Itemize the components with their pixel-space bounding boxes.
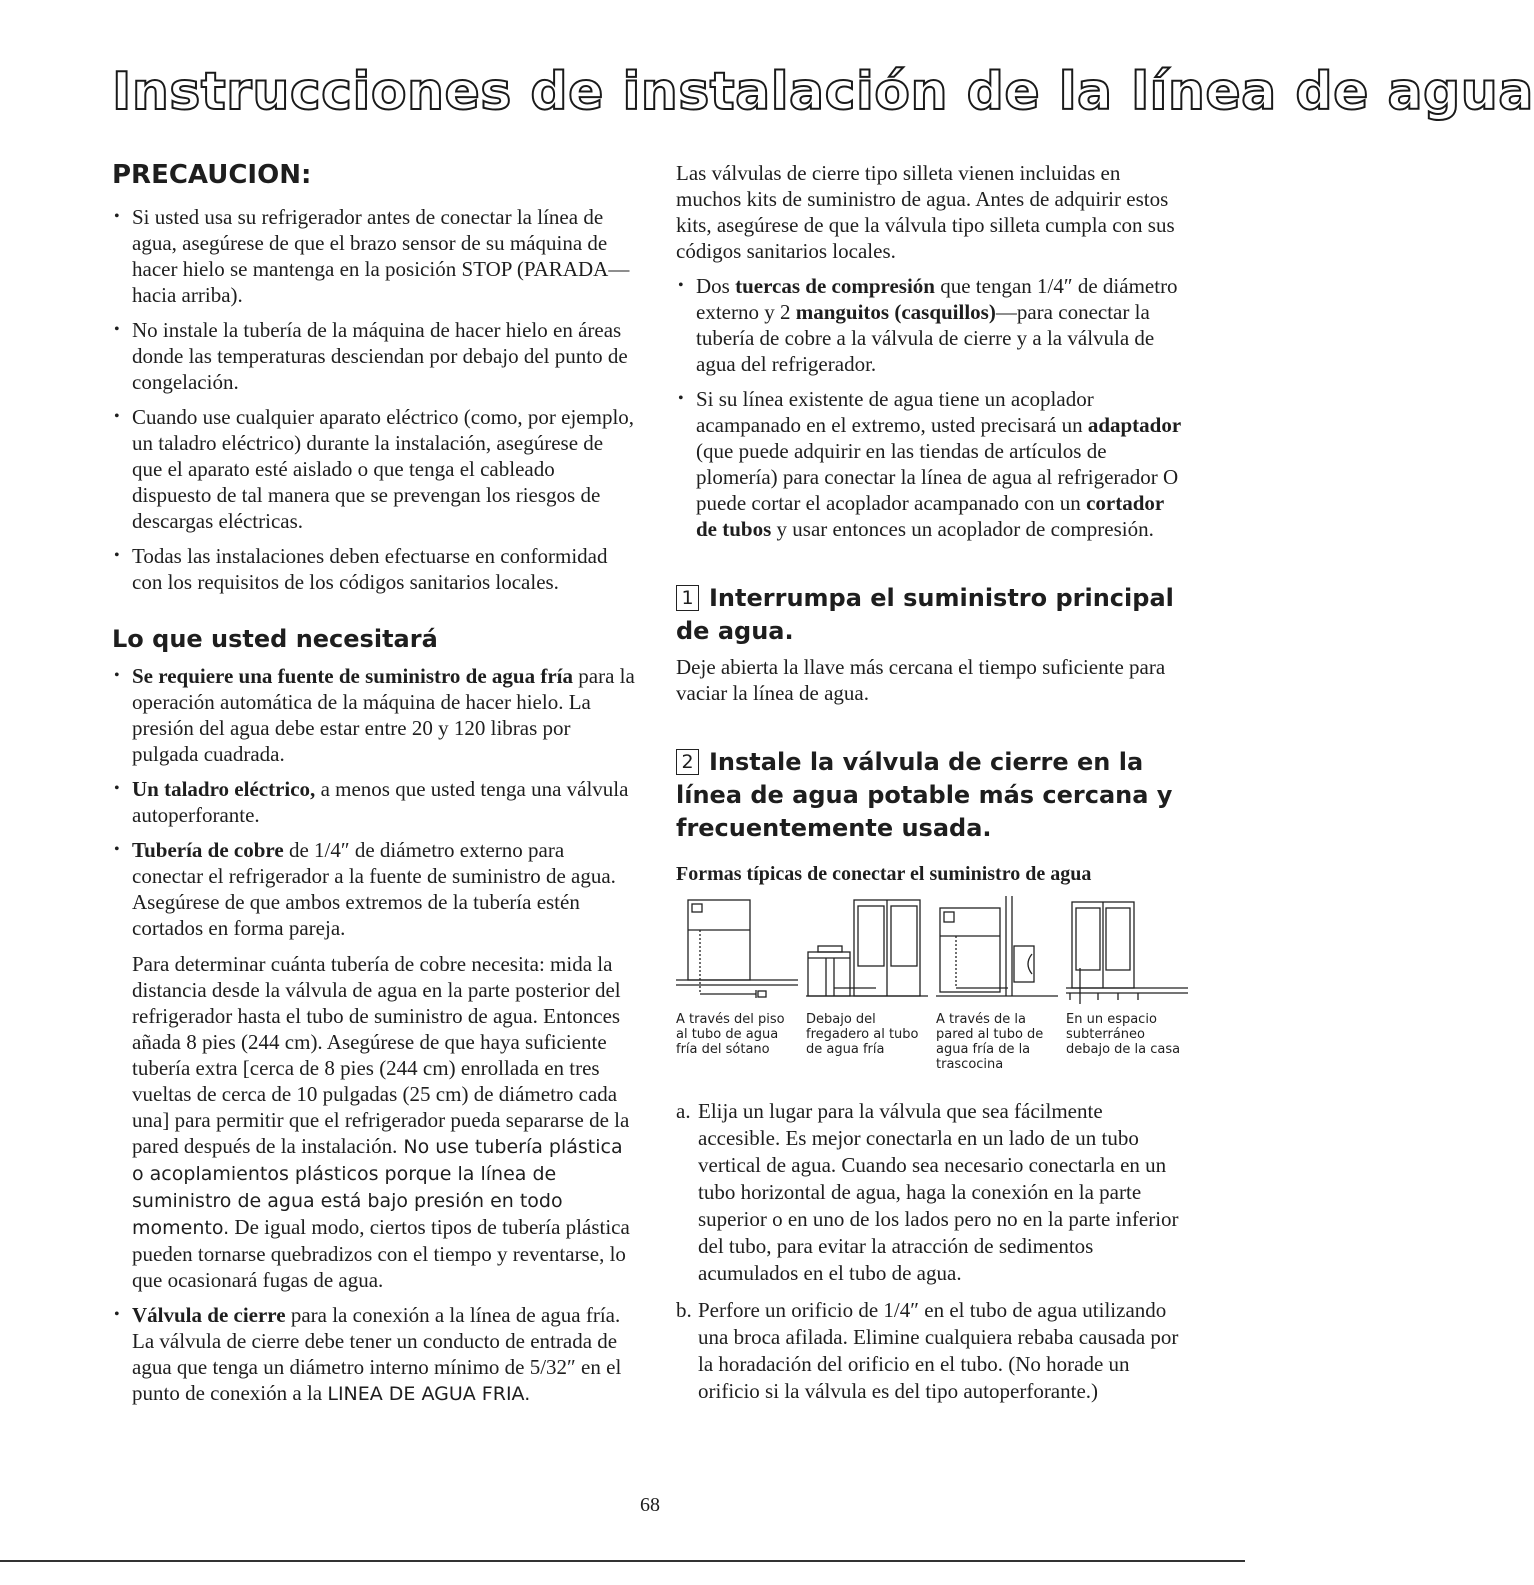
bold-text: cortador de tubos — [696, 491, 1164, 541]
figure-sink — [806, 896, 928, 1072]
text: Si su línea existente de agua tiene un acoplador acampanado en el extremo, usted precisará un — [696, 387, 1094, 437]
step2-heading-text: Instale la válvula de cierre en la línea de agua potable más cercana y frecuentemente usada. — [676, 748, 1173, 842]
fridge-basement-illustration — [676, 896, 798, 1006]
bold-text: tuercas de compresión — [735, 274, 935, 298]
tubing-paragraph — [132, 951, 637, 1293]
caution-item: • Todas las instalaciones deben efectuarse en conformidad con los requisitos de los códigos sanitarios locales. — [112, 543, 637, 595]
needs-item-sans: LINEA DE AGUA FRIA. — [327, 1383, 531, 1405]
left-column — [112, 160, 637, 1416]
step1-number: 1 — [676, 585, 699, 611]
tubing-text-end: De igual modo, ciertos tipos de tubería plástica pueden tornarse quebradizos con el tiempo y reventarse, lo que ocasionará fugas de agua. — [132, 1215, 630, 1292]
substep — [676, 1297, 1188, 1405]
needs-item — [112, 776, 637, 828]
step1-text: Deje abierta la llave más cercana el tiempo suficiente para vaciar la línea de agua. — [676, 655, 1166, 705]
figures-row — [676, 896, 1188, 1072]
step1-heading — [676, 582, 1188, 648]
needs-item-text: de 1/4″ de diámetro externo para conectar el refrigerador a la fuente de suministro de agua. Asegúrese de que ambos extremos de la tubería estén cortados en forma pareja. — [132, 838, 616, 940]
step2-heading — [676, 746, 1188, 845]
figure-caption: A través del piso al tubo de agua fría del sótano — [676, 1012, 785, 1057]
figure-caption: A través de la pared al tubo de agua fría de la trascocina — [936, 1012, 1044, 1072]
text: que tengan 1/4″ de diámetro externo y 2 — [696, 274, 1178, 324]
substep-label: b. — [676, 1298, 692, 1322]
right-column — [676, 160, 1188, 1415]
right-item — [676, 273, 1188, 377]
substep — [676, 1098, 1188, 1287]
caution-item: • Si usted usa su refrigerador antes de conectar la línea de agua, asegúrese de que el brazo sensor de su máquina de hacer hielo se mantenga en la posición STOP (PARADA—hacia arriba). — [112, 204, 637, 308]
figures-title: Formas típicas de conectar el suministro de agua — [676, 863, 1092, 885]
caution-heading: PRECAUCION: — [112, 160, 312, 190]
bold-text: adaptador — [1087, 413, 1182, 437]
bottom-rule — [0, 1560, 1245, 1562]
needs-item — [112, 837, 637, 1293]
caution-item: • Cuando use cualquier aparato eléctrico (como, por ejemplo, un taladro eléctrico) durante la instalación, asegúrese de que el aparato esté aislado o que tenga el cableado dispuesto de tal manera que se prevengan los riesgos de descargas eléctricas. — [112, 404, 637, 534]
caution-item: • No instale la tubería de la máquina de hacer hielo en áreas donde las temperaturas desciendan por debajo del punto de congelación. — [112, 317, 637, 395]
needs-item — [112, 1302, 637, 1407]
page-title: Instrucciones de instalación de la línea de agua — [112, 62, 1534, 122]
needs-item-text: a menos que usted tenga una válvula autoperforante. — [132, 777, 629, 827]
step2-number: 2 — [676, 749, 699, 775]
needs-heading: Lo que usted necesitará — [112, 625, 438, 653]
fridge-crawlspace-illustration — [1066, 896, 1188, 1006]
text: (que puede adquirir en las tiendas de artículos de plomería) para conectar la línea de agua al refrigerador O puede cortar el acoplador acampanado con un — [696, 439, 1179, 515]
text: y usar entonces un acoplador de compresión. — [771, 517, 1154, 541]
figure-caption: Debajo del fregadero al tubo de agua fría — [806, 1012, 919, 1057]
fridge-sink-illustration — [806, 896, 928, 1006]
text: —para conectar la tubería de cobre a la válvula de cierre y a la válvula de agua del refrigerador. — [696, 300, 1155, 376]
figure-caption: En un espacio subterráneo debajo de la casa — [1066, 1012, 1181, 1057]
needs-item-bold: Tubería de cobre — [132, 838, 284, 862]
substep-text: Perfore un orificio de 1/4″ en el tubo de agua utilizando una broca afilada. Elimine cualquiera rebaba causada por la horadación del orificio en el tubo. (No horade un orificio si la válvula es del tipo autoperforante.) — [698, 1298, 1179, 1403]
substep-label: a. — [676, 1099, 691, 1123]
needs-list — [112, 663, 637, 1407]
caution-list — [112, 204, 637, 595]
needs-item-text: para la conexión a la línea de agua fría. La válvula de cierre debe tener un conducto de entrada de agua que tenga un diámetro interno mínimo de 5/32″ en el punto de conexión a la — [132, 1303, 622, 1405]
substep-text: Elija un lugar para la válvula que sea fácilmente accesible. Es mejor conectarla en un lado de un tubo vertical de agua. Cuando sea necesario conectarla en un tubo horizontal de agua, haga la conexión en la parte superior o en uno de los lados pero no en la parte inferior del tubo, para evitar la atracción de sedimentos acumulados en el tubo de agua. — [698, 1099, 1179, 1285]
bold-text: manguitos (casquillos) — [795, 300, 996, 324]
right-item — [676, 386, 1188, 542]
fridge-wall-illustration — [936, 896, 1058, 1006]
page-number: 68 — [640, 1494, 660, 1516]
right-list — [676, 273, 1188, 542]
step1-heading-text: Interrumpa el suministro principal de agua. — [676, 584, 1174, 645]
needs-item — [112, 663, 637, 767]
plastic-warning: No use tubería plástica o acoplamientos plásticos porque la línea de suministro de agua está bajo presión en todo momento. — [132, 1136, 623, 1239]
step2-substeps — [676, 1098, 1188, 1405]
figure-basement — [676, 896, 798, 1072]
needs-item-bold: Se requiere una fuente de suministro de agua fría — [132, 664, 574, 688]
needs-item-bold: Válvula de cierre — [132, 1303, 286, 1327]
text: Dos — [696, 274, 736, 298]
figure-crawlspace — [1066, 896, 1188, 1072]
tubing-text: Para determinar cuánta tubería de cobre necesita: mida la distancia desde la válvula de agua en la parte posterior del refrigerador hasta el tubo de suministro de agua. Entonces añada 8 pies (244 cm). Asegúrese de que haya suficiente tubería extra [cerca de 8 pies (244 cm) enrollada en tres vueltas de cerca de 10 pulgadas (25 cm) de diámetro cada una] para permitir que el refrigerador pueda separarse de la pared después de la instalación. — [132, 952, 630, 1158]
saddle-valve-note: Las válvulas de cierre tipo silleta vienen incluidas en muchos kits de suministro de agua. Antes de adquirir estos kits, asegúrese de que la válvula tipo silleta cumpla con sus códigos sanitarios locales. — [676, 161, 1175, 263]
needs-item-bold: Un taladro eléctrico, — [132, 777, 316, 801]
needs-item-text: para la operación automática de la máquina de hacer hielo. La presión del agua debe estar entre 20 y 120 libras por pulgada cuadrada. — [132, 664, 635, 766]
figure-wall — [936, 896, 1058, 1072]
